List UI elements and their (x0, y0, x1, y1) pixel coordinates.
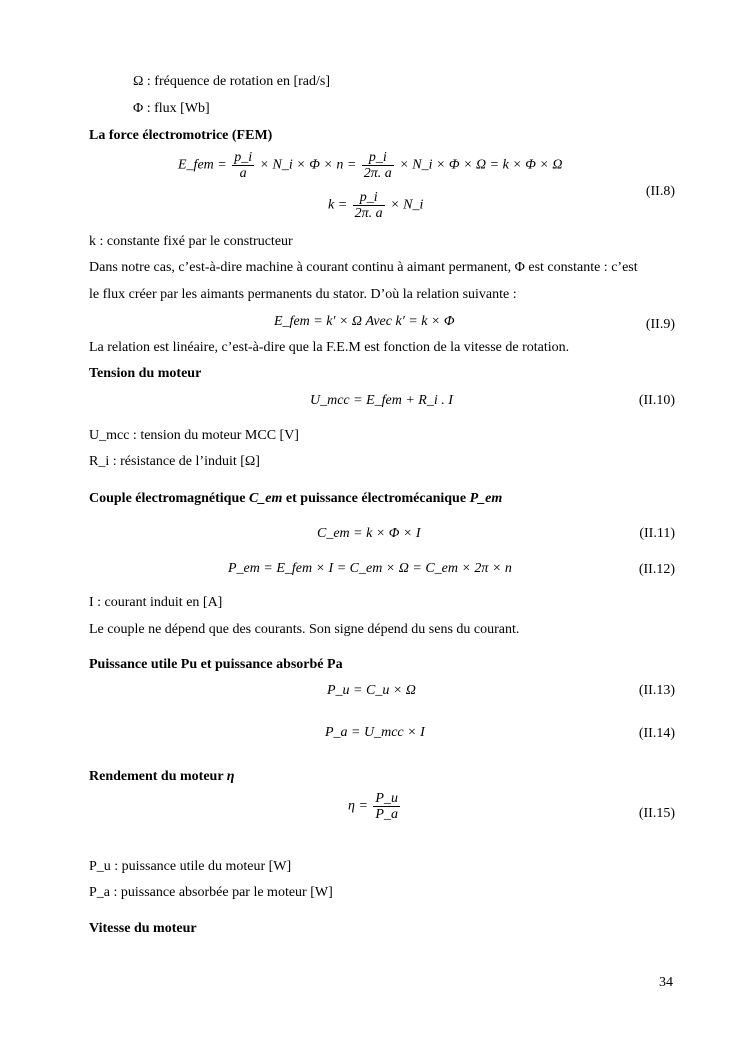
def-i: I : courant induit en [A] (89, 595, 223, 610)
def-k: k : constante fixé par le constructeur (89, 234, 293, 249)
eq-fem-line2: k = $\frac{p\_i}{2\pi. a}$ × N_i (328, 190, 424, 221)
eq-number-ii9: (II.9) (645, 317, 675, 332)
para-fem-2: le flux créer par les aimants permanents du stator. D’où la relation suivante : (89, 287, 517, 302)
para-couple: Le couple ne dépend que des courants. Son signe dépend du sens du courant. (89, 622, 520, 637)
eq-number-ii13: (II.13) (638, 683, 675, 698)
def-pu: P_u : puissance utile du moteur [W] (89, 859, 292, 874)
eq-ii9: E_fem = k′ × Ω Avec k′ = k × Φ (274, 314, 455, 329)
eq-ii14: P_a = U_mcc × I (325, 725, 425, 740)
heading-tension: Tension du moteur (89, 366, 202, 381)
def-pa: P_a : puissance absorbée par le moteur [W] (89, 885, 333, 900)
heading-puissance: Puissance utile Pu et puissance absorbé Pa (89, 657, 343, 672)
eq-number-ii11: (II.11) (639, 526, 675, 541)
eq-ii12: P_em = E_fem × I = C_em × Ω = C_em × 2π × n (228, 561, 512, 576)
def-omega: Ω : fréquence de rotation en [rad/s] (133, 74, 330, 89)
para-fem-1: Dans notre cas, c’est-à-dire machine à courant continu à aimant permanent, Φ est constante : c’est (89, 260, 638, 275)
para-fem-3: La relation est linéaire, c’est-à-dire que la F.E.M est fonction de la vitesse de rotation. (89, 340, 570, 355)
def-phi: Φ : flux [Wb] (133, 101, 210, 116)
eq-number-ii10: (II.10) (638, 393, 675, 408)
def-ri: R_i : résistance de l’induit [Ω] (89, 454, 260, 469)
eq-fem-line1: E_fem = $\frac{p\_i}{a}$ × N_i × Φ × n = $\frac{p\_i}{2\pi. a}$ × N_i × Φ × Ω = k × Φ × Ω (178, 150, 563, 181)
eq-number-ii15: (II.15) (638, 806, 675, 821)
eq-ii11: C_em = k × Φ × I (317, 526, 421, 541)
heading-couple: Couple électromagnétique C_em et puissance électromécanique P_em (89, 491, 503, 506)
eq-ii10: U_mcc = E_fem + R_i . I (310, 393, 453, 408)
heading-vitesse: Vitesse du moteur (89, 921, 197, 936)
heading-fem: La force électromotrice (FEM) (89, 128, 273, 143)
eq-number-ii14: (II.14) (638, 726, 675, 741)
eq-ii13: P_u = C_u × Ω (327, 683, 416, 698)
heading-rendement: Rendement du moteur η (89, 769, 235, 784)
def-umcc: U_mcc : tension du moteur MCC [V] (89, 428, 299, 443)
eq-number-ii12: (II.12) (638, 562, 675, 577)
page-number: 34 (659, 975, 673, 990)
eq-number-ii8: (II.8) (645, 184, 675, 199)
eq-ii15: η = $\frac{P\_u}{P\_a}$ (348, 791, 398, 822)
